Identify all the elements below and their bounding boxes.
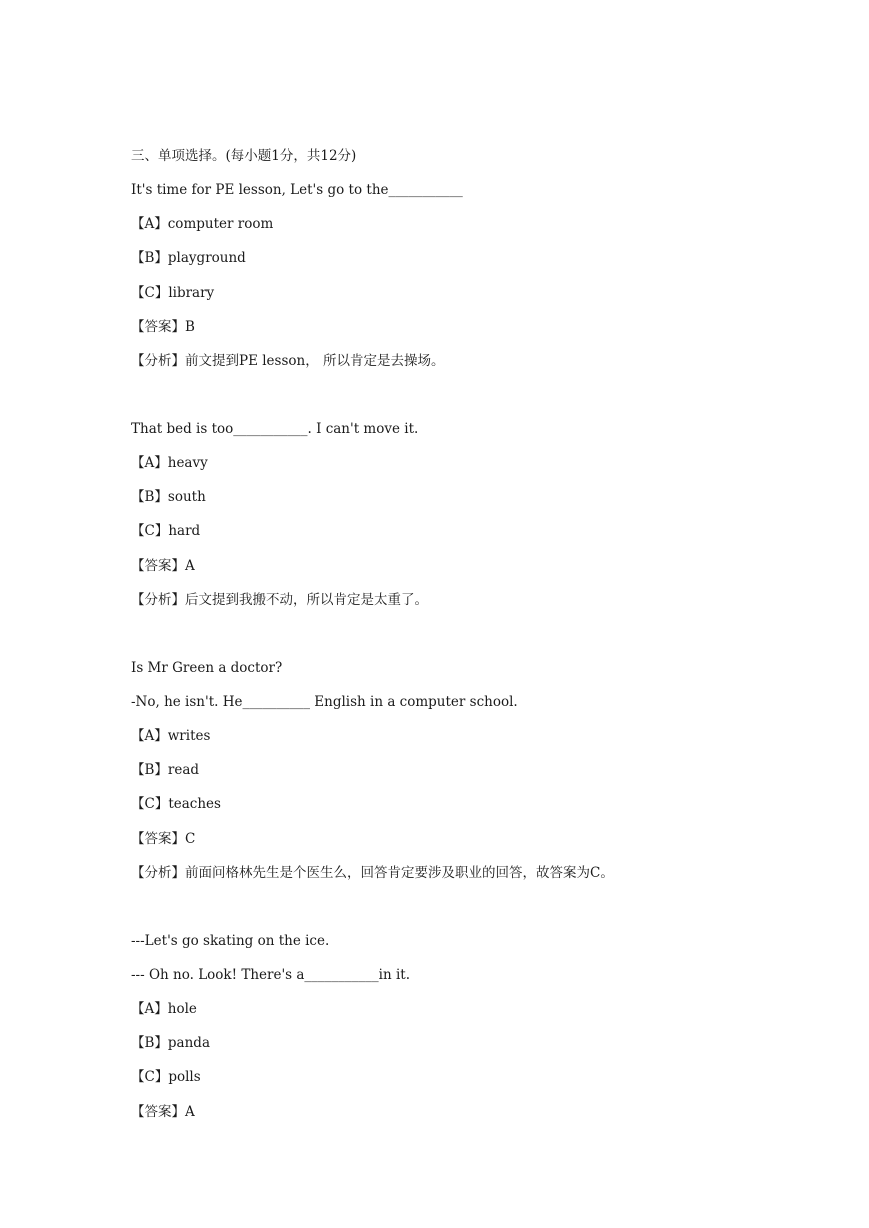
question-3-option-c: 【C】teaches [131,796,221,812]
question-2-analysis: 【分析】后文提到我搬不动，所以肯定是太重了。 [131,592,428,608]
question-1-stem: It's time for PE lesson, Let's go to the___________ [131,182,463,198]
question-4-option-a: 【A】hole [131,1001,197,1017]
question-4-answer: 【答案】A [131,1104,195,1120]
question-2-option-c: 【C】hard [131,523,201,539]
question-4-stem: ---Let's go skating on the ice. [131,933,330,949]
section-heading: 三、单项选择。(每小题1分，共12分) [131,148,357,164]
question-2-stem: That bed is too___________. I can't move it. [131,421,419,437]
question-3-option-b: 【B】read [131,762,200,778]
question-4-option-b: 【B】panda [131,1035,210,1051]
question-2-option-b: 【B】south [131,489,206,505]
question-1-option-c: 【C】library [131,285,215,301]
question-1-option-b: 【B】playground [131,250,246,266]
question-3-stem: Is Mr Green a doctor? [131,660,283,676]
question-2-option-a: 【A】heavy [131,455,208,471]
question-3-analysis: 【分析】前面问格林先生是个医生么，回答肯定要涉及职业的回答，故答案为C。 [131,865,614,881]
question-3-answer: 【答案】C [131,831,196,847]
question-1-answer: 【答案】B [131,319,195,335]
question-4-stem-reply: --- Oh no. Look! There's a___________in it. [131,967,411,983]
question-4-option-c: 【C】polls [131,1069,201,1085]
question-1-option-a: 【A】computer room [131,216,274,232]
question-2-answer: 【答案】A [131,558,195,574]
question-3-stem-reply: -No, he isn't. He__________ English in a computer school. [131,694,518,710]
question-1-analysis: 【分析】前文提到PE lesson， 所以肯定是去操场。 [131,353,445,369]
question-3-option-a: 【A】writes [131,728,211,744]
